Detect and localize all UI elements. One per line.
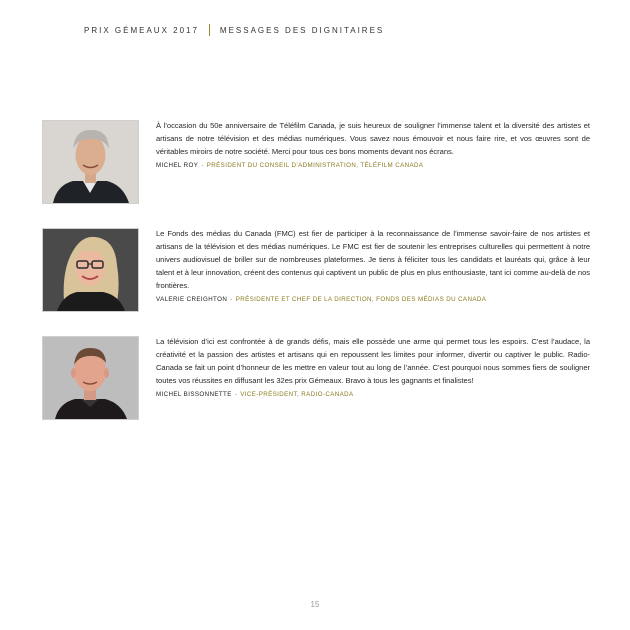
message-paragraph: Le Fonds des médias du Canada (FMC) est fier de participer à la reconnaissance de l’immense savoir-faire de nos artistes et artisans de la télévision et des médias numériques. Le FMC est fier de soutenir les entreprises culturelles qui permettent à notre univers audiovisuel de briller sur de nombreuses plateformes. Je tiens à féliciter tous les candidats et lauréats qui, grâce à leur talent et à leur innovation, créent des contenus qui captivent un public de plus en plus enthousiaste, tant ici comme au-delà de nos frontières. (156, 229, 590, 290)
signature (156, 391, 590, 398)
signatory-role: VICE-PRÉSIDENT, RADIO-CANADA (240, 391, 354, 398)
signature-separator: - (230, 296, 233, 303)
signatory-role: PRÉSIDENT DU CONSEIL D’ADMINISTRATION, TÉLÉFILM CANADA (206, 162, 424, 169)
message-text-block (156, 119, 590, 169)
portrait-photo (42, 336, 139, 420)
message-paragraph: À l’occasion du 50e anniversaire de Téléfilm Canada, je suis heureux de souligner l’immense talent et la diversité des artistes et artisans de notre télévision et des médias numériques. Vous savez nous émouvoir et nous faire rire, et vos œuvres sont de véritables miroirs de notre société. Merci pour tous ces bons moments devant nos écrans. (156, 121, 590, 156)
page-header (84, 24, 384, 36)
signature-separator: - (234, 391, 238, 398)
page-number: 15 (310, 600, 320, 609)
signatory-name: MICHEL ROY (156, 162, 199, 169)
message-text-block (156, 335, 590, 398)
message-paragraph: La télévision d’ici est confrontée à de grands défis, mais elle possède une arme qui permet tous les espoirs. C’est l’audace, la créativité et la passion des artistes et artisans qui en repoussent les limites pour informer, divertir ou captiver le public. Radio-Canada se fait un point d’honneur de les mettre en valeur tout au long de l’année. C’est pourquoi nous sommes fiers de souligner toutes vos réussites en diffusant les 32es prix Gémeaux. Bravo à tous les gagnants et finalistes! (156, 337, 590, 385)
header-title: PRIX GÉMEAUX 2017 (84, 25, 199, 35)
message-text-block (156, 227, 590, 303)
header-divider (209, 24, 210, 36)
portrait-photo (42, 120, 139, 204)
header-section: MESSAGES DES DIGNITAIRES (219, 25, 385, 35)
signature (156, 162, 590, 169)
signatory-name: VALERIE CREIGHTON (156, 296, 228, 303)
signature-separator: - (201, 162, 204, 169)
signatory-name: MICHEL BISSONNETTE (156, 391, 232, 398)
signatory-role: PRÉSIDENTE ET CHEF DE LA DIRECTION, FONDS DES MÉDIAS DU CANADA (235, 296, 487, 303)
portrait-photo (42, 228, 139, 312)
signature (156, 296, 590, 303)
